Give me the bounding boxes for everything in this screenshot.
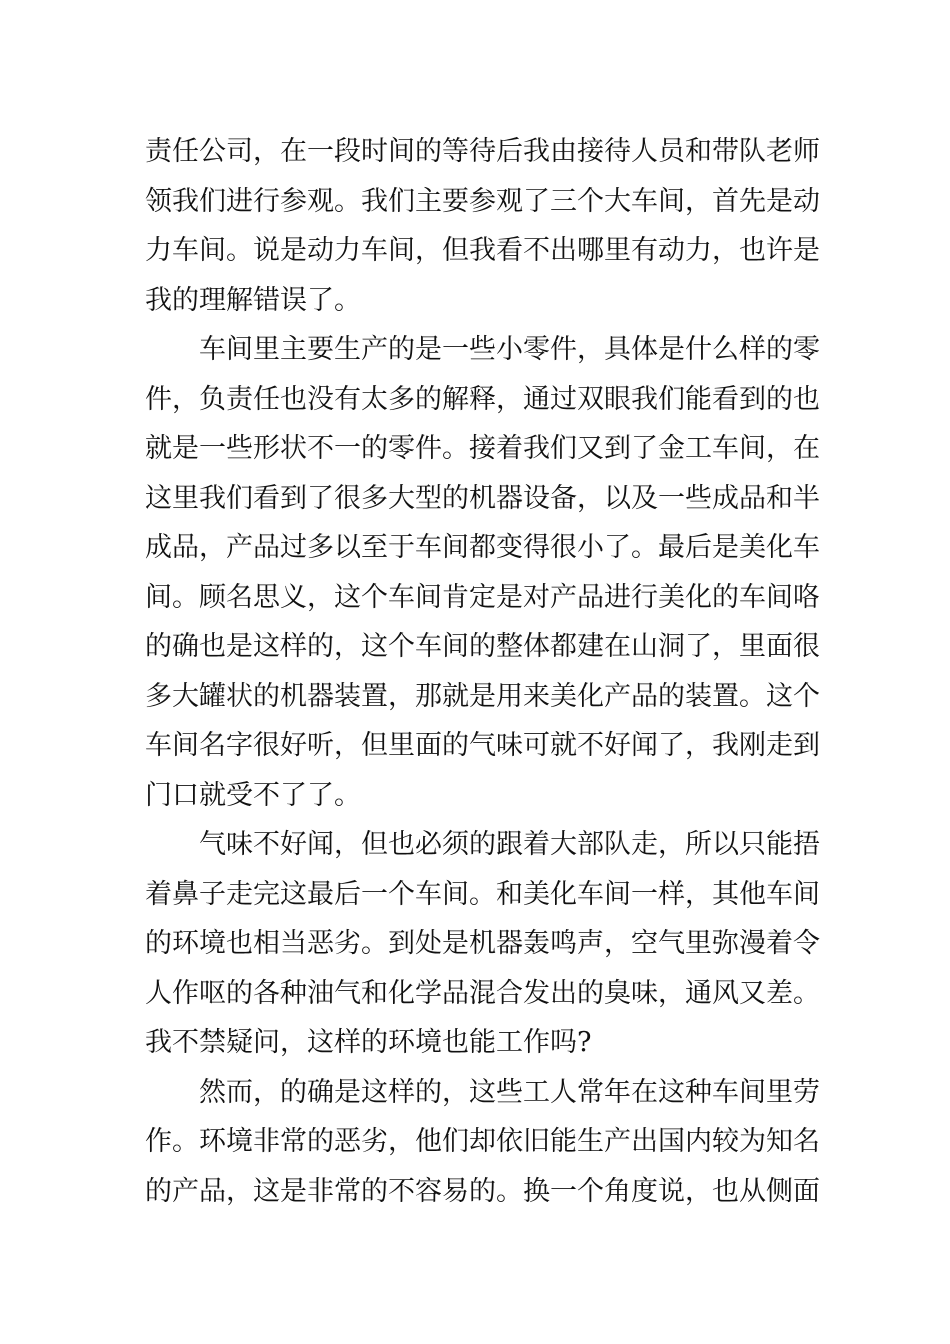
text-line-10: 间。顾名思义，这个车间肯定是对产品进行美化的车间咯 (145, 581, 820, 613)
text-line-18: 人作呕的各种油气和化学品混合发出的臭味，通风又差。 (145, 977, 820, 1009)
text-line-4: 我的理解错误了。 (145, 284, 361, 316)
text-line-15: 气味不好闻，但也必须的跟着大部队走，所以只能捂 (199, 829, 820, 860)
text-line-21: 作。环境非常的恶劣，他们却依旧能生产出国内较为知名 (145, 1126, 820, 1157)
text-line-16: 着鼻子走完这最后一个车间。和美化车间一样，其他车间 (145, 878, 820, 910)
text-line-14: 门口就受不了了。 (145, 779, 361, 811)
text-line-12: 多大罐状的机器装置，那就是用来美化产品的装置。这个 (145, 680, 820, 712)
text-line-20: 然而，的确是这样的，这些工人常年在这种车间里劳 (199, 1076, 820, 1108)
text-line-1: 责任公司，在一段时间的等待后我由接待人员和带队老师 (145, 136, 820, 167)
text-line-11: 的确也是这样的，这个车间的整体都建在山洞了，里面很 (145, 631, 820, 662)
text-line-9: 成品，产品过多以至于车间都变得很小了。最后是美化车 (145, 532, 820, 563)
text-line-19: 我不禁疑问，这样的环境也能工作吗? (145, 1027, 592, 1058)
text-line-5: 车间里主要生产的是一些小零件，具体是什么样的零 (199, 334, 820, 365)
text-line-7: 就是一些形状不一的零件。接着我们又到了金工车间，在 (145, 433, 820, 464)
text-line-22: 的产品，这是非常的不容易的。换一个角度说，也从侧面 (145, 1175, 820, 1207)
text-line-3: 力车间。说是动力车间，但我看不出哪里有动力，也许是 (145, 235, 820, 266)
text-line-6: 件，负责任也没有太多的解释，通过双眼我们能看到的也 (145, 383, 820, 415)
document-body (145, 127, 820, 1216)
text-line-17: 的环境也相当恶劣。到处是机器轰鸣声，空气里弥漫着令 (145, 928, 820, 959)
text-line-8: 这里我们看到了很多大型的机器设备，以及一些成品和半 (145, 482, 820, 514)
text-line-13: 车间名字很好听，但里面的气味可就不好闻了，我刚走到 (145, 730, 820, 761)
text-line-2: 领我们进行参观。我们主要参观了三个大车间，首先是动 (145, 185, 820, 217)
